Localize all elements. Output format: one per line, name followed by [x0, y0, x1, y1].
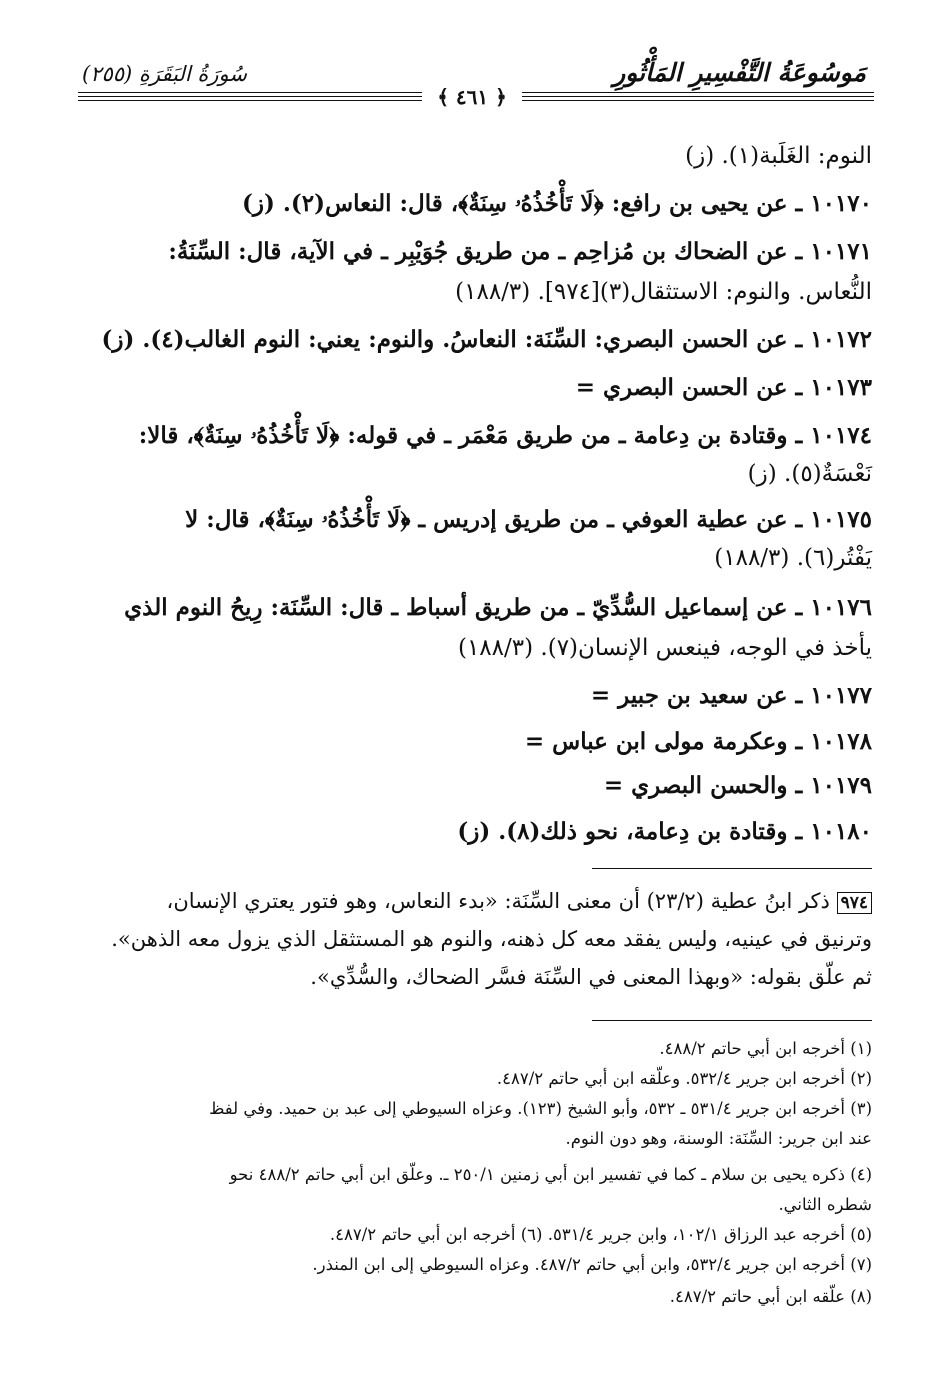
- commentary-separator: [592, 868, 872, 869]
- commentary-line: [68, 884, 872, 920]
- narration-line: نَعْسَةٌ(٥). (ز): [747, 461, 872, 487]
- footnote: شطره الثاني.: [778, 1195, 872, 1214]
- narration-line: ١٠١٧٨ ـ وعكرمة مولى ابن عباس =: [524, 728, 872, 755]
- narration-line: ١٠١٧٣ ـ عن الحسن البصري =: [575, 374, 872, 401]
- footnote: (٢) أخرجه ابن جرير ٥٣٢/٤. وعلّقه ابن أبي حاتم ٤٨٧/٢.: [496, 1069, 872, 1088]
- commentary-line: وترنيق في عينيه، وليس يفقد معه كل ذهنه، والنوم هو المستثقل الذي يزول معه الذهن».: [111, 927, 872, 951]
- narration-line: ١٠١٧٢ ـ عن الحسن البصري: السِّنَة: النعاسُ. والنوم: يعني: النوم الغالب(٤). (ز): [101, 326, 872, 353]
- footnote: عند ابن جرير: السِّنَة: الوسنة، وهو دون النوم.: [565, 1129, 872, 1148]
- narration-line: النوم: الغَلَبة(١). (ز): [685, 143, 872, 169]
- footnote-separator: [592, 1020, 872, 1021]
- narration-line: ١٠١٨٠ ـ وقتادة بن دِعامة، نحو ذلك(٨). (ز): [457, 818, 872, 845]
- commentary-box-label: ٩٧٤: [837, 892, 872, 914]
- surah-reference: سُورَةُ البَقَرَةِ (٢٥٥): [82, 62, 247, 86]
- narration-line: ١٠١٧٩ ـ والحسن البصري =: [603, 772, 872, 799]
- narration-line: يَفْتُر(٦). (١٨٨/٣): [714, 545, 872, 571]
- footnote: (٧) أخرجه ابن جرير ٥٣٢/٤، وابن أبي حاتم ٤٨٧/٢. وعزاه السيوطي إلى ابن المنذر.: [312, 1255, 872, 1274]
- narration-line: ١٠١٧١ ـ عن الضحاك بن مُزاحِم ـ من طريق جُوَيْبِر ـ في الآية، قال: السِّنَةُ:: [168, 238, 872, 265]
- page-number: ﴿ ٤٦١ ﴾: [422, 84, 522, 110]
- narration-line: ١٠١٧٠ ـ عن يحيى بن رافع: ﴿لَا تَأْخُذُهُۥ سِنَةٌ﴾، قال: النعاس(٢). (ز): [241, 190, 872, 217]
- narration-line: ١٠١٧٦ ـ عن إسماعيل السُّدِّيّ ـ من طريق أسباط ـ قال: السِّنَة: رِيحُ النوم الذي: [124, 594, 872, 621]
- commentary-line: ثم علّق بقوله: «وبهذا المعنى في السِّنَة فسَّر الضحاك، والسُّدِّي».: [310, 965, 872, 989]
- narration-line: ١٠١٧٥ ـ عن عطية العوفي ـ من طريق إدريس ـ ﴿لَا تَأْخُذُهُۥ سِنَةٌ﴾، قال: لا: [185, 506, 872, 533]
- footnote: (٣) أخرجه ابن جرير ٥٣١/٤ ـ ٥٣٢، وأبو الشيخ (١٢٣). وعزاه السيوطي إلى عبد بن حميد. وفي لفظ: [209, 1099, 872, 1118]
- book-title: مَوسُوعَةُ التَّفْسِيرِ المَأْثُورِ: [613, 58, 866, 87]
- footnote: (٨) علّقه ابن أبي حاتم ٤٨٧/٢.: [669, 1287, 872, 1306]
- commentary-text: ذكر ابنُ عطية (٢٣/٢) أن معنى السِّنَة: «بدء النعاس، وهو فتور يعتري الإنسان،: [166, 889, 830, 913]
- footnote: (١) أخرجه ابن أبي حاتم ٤٨٨/٢.: [659, 1039, 872, 1058]
- narration-line: ١٠١٧٧ ـ عن سعيد بن جبير =: [590, 682, 872, 709]
- narration-line: ١٠١٧٤ ـ وقتادة بن دِعامة ـ من طريق مَعْمَر ـ في قوله: ﴿لَا تَأْخُذُهُۥ سِنَةٌ﴾، قالا:: [138, 422, 872, 449]
- narration-line: النُّعاس. والنوم: الاستثقال(٣)[٩٧٤]. (١٨٨/٣): [455, 279, 872, 305]
- footnote: (٥) أخرجه عبد الرزاق ١٠٢/١، وابن جرير ٥٣١/٤. (٦) أخرجه ابن أبي حاتم ٤٨٧/٢.: [329, 1225, 872, 1244]
- narration-line: يأخذ في الوجه، فينعس الإنسان(٧). (١٨٨/٣): [457, 635, 872, 661]
- footnote: (٤) ذكره يحيى بن سلام ـ كما في تفسير ابن أبي زمنين ٢٥٠/١ ـ. وعلّق ابن أبي حاتم ٤٨٨/٢ نحو: [229, 1165, 872, 1184]
